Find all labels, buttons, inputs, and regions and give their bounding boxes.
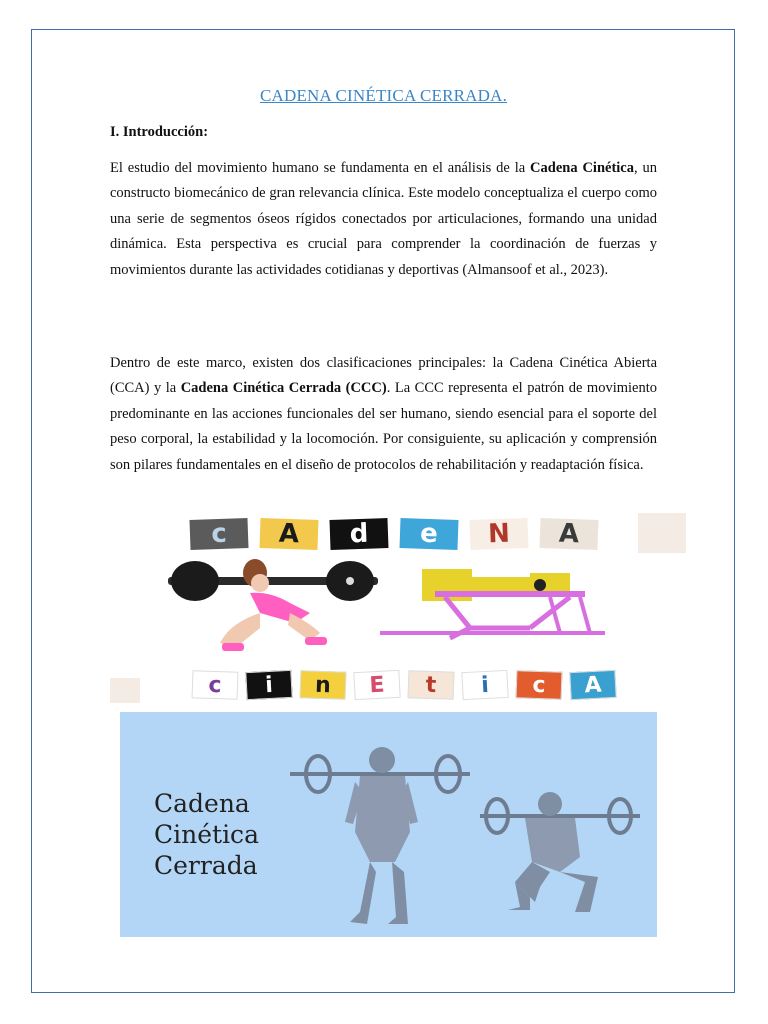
squat-figures [120,712,657,937]
collage-letter-tile: c [516,670,563,700]
squat-woman-illustration [168,559,378,651]
image-label-line: Cinética [154,820,259,849]
paragraph-intro-text-2: , un constructo biomecánico de gran relevancia clínica. Este modelo conceptualiza el cuerpo como una serie de segmentos óseos rígidos conectados por articulaciones, formando una unidad dinámica. Esta perspectiva es crucial para comprender la coordinación de fuerzas y movimientos durante las actividades cotidianas y deportivas (Almansoof et al., 2023). [110,160,657,278]
paragraph-classifications-bold: Cadena Cinética Cerrada (CCC) [180,380,387,397]
gym-machine-illustration [380,569,605,638]
cadena-cinetica-cerrada-image [120,712,657,937]
collage-letter-tile: c [189,518,248,550]
cadena-cinetica-collage-image [110,513,686,703]
collage-letter-tile: A [259,518,318,550]
section-heading: I. Introducción: [110,124,209,140]
image-label-line: Cerrada [154,851,258,880]
paragraph-intro-text-1: El estudio del movimiento humano se fundamenta en el análisis de la [110,160,531,176]
paragraph-intro-bold: Cadena Cinética [530,160,634,176]
collage-letter-tile: A [539,518,598,550]
collage-letter-tile: N [469,518,528,550]
squatting-figure-illustration [480,792,640,912]
collage-letter-tile: i [245,670,292,700]
image-label-line: Cadena [154,789,250,818]
collage-letter-tile: E [353,670,400,700]
collage-letter-tile: A [569,670,616,700]
collage-letter-tile: t [408,670,455,700]
collage-letter-tile: e [399,518,458,550]
paragraph-classifications-text-2: . La CCC representa el patrón de movimiento predominante en las acciones funcionales del ser humano, siendo esencial para el soporte del peso corporal, la estabilidad y la locomoción. Por consiguiente, su aplicación y comprensión son pilares fundamentales en el diseño de protocolos de rehabilitación y readaptación física. [110,380,658,473]
collage-letter-tile: i [461,670,508,700]
paragraph-intro [110,156,657,283]
standing-figure-illustration [290,747,470,924]
paragraph-classifications-text-1: Dentro de este marco, existen dos clasificaciones principales: la Cadena Cinética Abierta (CCA) y la [110,355,657,397]
collage-letter-tile: c [192,670,239,700]
page-title: CADENA CINÉTICA CERRADA. [259,86,508,105]
collage-letter-tile: d [329,518,388,550]
paragraph-classifications [110,351,657,478]
collage-letter-tile: n [300,670,347,700]
